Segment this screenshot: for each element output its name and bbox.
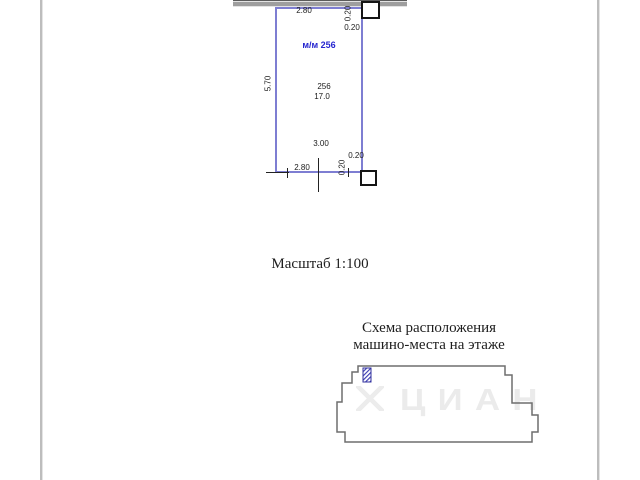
dim-width-bottom: 2.80 [294, 163, 310, 172]
schema-title [330, 320, 528, 354]
watermark-text: ЦИАН [400, 382, 550, 417]
space-number: 256 [317, 82, 331, 91]
building-outline-svg [330, 360, 545, 455]
unit-label: м/м 256 [302, 40, 336, 50]
schema-title-line1: Схема расположения [361, 320, 497, 336]
dim-offset-top-horizontal: 0.20 [344, 23, 360, 32]
column-bottom-right [360, 170, 377, 186]
dim-extension-line [318, 158, 319, 192]
dim-offset-top-vertical: 0.20 [343, 5, 353, 21]
dim-depth-bottom: 3.00 [313, 139, 329, 148]
dim-height-left: 5.70 [263, 75, 273, 91]
dim-offset-bottom-horizontal: 0.20 [348, 151, 364, 160]
column-top-right [361, 1, 380, 19]
space-area: 17.0 [314, 92, 330, 101]
dim-width-top: 2.80 [296, 6, 312, 15]
scale-caption: Масштаб 1:100 [271, 256, 369, 272]
parking-location-marker [363, 368, 371, 382]
dim-offset-bottom-vertical: 0.20 [337, 159, 347, 175]
page-left-edge-line [40, 0, 42, 480]
schema-title-line2: машино-места на этаже [353, 337, 505, 353]
wall-hatch-band [233, 0, 407, 7]
